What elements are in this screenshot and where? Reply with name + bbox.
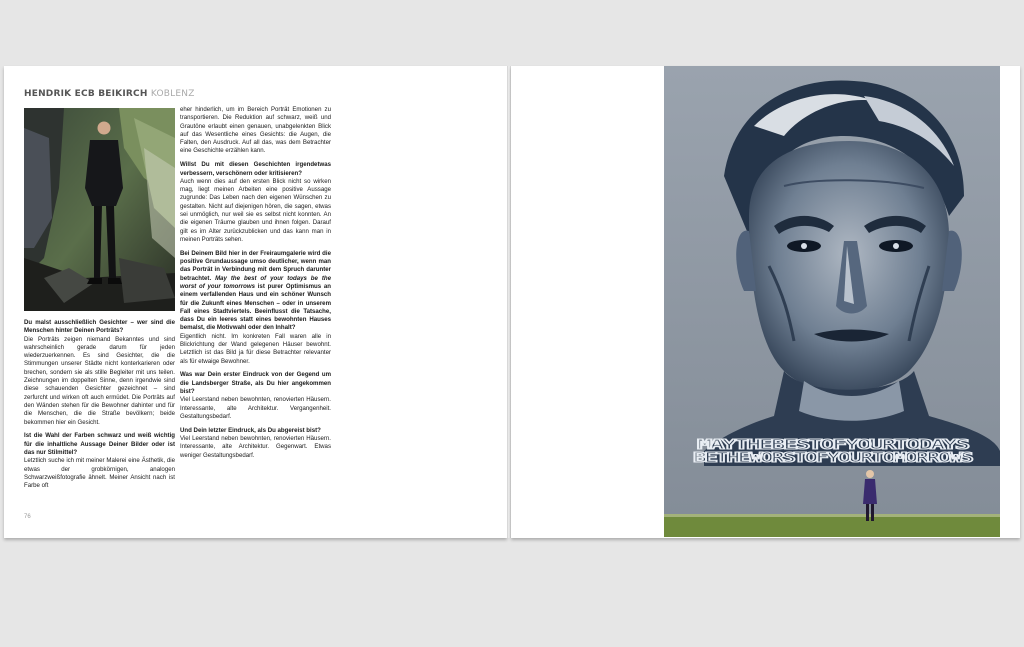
quote-text: May the best of your todays be the worst of your tomorrows [180,274,331,290]
artist-portrait-photo [24,108,175,311]
answer-text: Auch wenn dies auf den ersten Blick nicht so wirken mag, liegt meinen Arbeiten eine positive Aussage zugrunde: Das Leben nach den eigenen Wünschen zu gestalten. Nicht auf diejenigen hören, die sagen, etwas sei unmöglich, nur weil sie es selbst nicht konnten. An die eigenen Träume glauben und ihnen folgen. Darauf gilt es im Alter zurückzublicken und das kann man in meinen Porträts sehen. [180,177,331,243]
mural-photo [664,66,1000,537]
answer-text: Viel Leerstand neben bewohnten, renovierten Häusern. Interessante, alte Architektur. Vergangenheit. Gestaltungsbedarf. [180,396,331,420]
question-text: Und Dein letzter Eindruck, als Du abgereist bist? [180,426,321,434]
mural-slogan-line-1: MAYTHEBESTOFYOURTODAYS [697,438,971,453]
mural-slogan-line-2: BETHEWORSTOFYOURTOMORROWS [693,451,975,466]
answer-text: Die Porträts zeigen niemand Bekanntes und sind wahrscheinlich gerade darum für jeden wiederzuerkennen. Es sind Gesichter, die die Stimmungen unserer Städte nicht konterkarieren oder brechen, sondern sie als stille Begleiter mit uns teilen. Zeichnungen im doppelten Sinne, denn irgendwie sind diese schauenden Gesichter gezeichnet – sind zerfurcht und wirken oft auch ermüdet. Die Porträts auf den Wänden stehen für die Bewohner dahinter und für die Menschen, die die Straße bevölkern; beide bekommen hier ein Gesicht. [24,335,175,426]
artist-city: KOBLENZ [150,89,195,99]
text-column-1 [24,319,175,496]
question-text: Ist die Wahl der Farben schwarz und weiß wichtig für die inhaltliche Aussage Deiner Bilder oder ist das nur Stilmittel? [24,432,175,456]
question-text: Bei Deinem Bild hier in der Freiraumgalerie wird die positive Grundaussage umso deutlicher, wenn man das Porträt in Verbindung mit dem Spruch darunter betrachtet. [180,249,331,282]
running-head [24,89,195,99]
answer-text: eher hinderlich, um im Bereich Porträt Emotionen zu transportieren. Die Reduktion auf schwarz, weiß und Grautöne erlaubt einen genauen, unabgelenkten Blick auf das Wesentliche eines Gesichts: die Augen, die Falten, den Ausdruck. Auf all das, was dem Betrachter eine Geschichte erzählen kann. [180,106,331,155]
page-number: 76 [24,514,31,520]
answer-text: Letztlich suche ich mit meiner Malerei eine Ästhetik, die etwas der grobkörnigen, analogen Schwarzweißfotografie ähnelt. Meiner Ansicht nach ist Farbe oft [24,457,175,490]
left-page [4,66,507,538]
answer-text: Eigentlich nicht. Im konkreten Fall waren alle in Blickrichtung der Wand gelegenen Häuser bewohnt. Letztlich ist das Bild ja für diese Betrachter relevanter als für etwaige Bewohner. [180,332,331,365]
question-text: Willst Du mit diesen Geschichten irgendetwas verbessern, verschönern oder kritisieren? [180,161,331,177]
answer-text: Viel Leerstand neben bewohnten, renovierten Häusern. Interessante, alte Architektur. Gegenwart. Etwas weniger Gestaltungsbedarf. [180,434,331,459]
text-column-2 [180,106,331,465]
question-text: Was war Dein erster Eindruck von der Gegend um die Landsberger Straße, als Du hier angekommen bist? [180,371,331,395]
artist-name: HENDRIK ECB BEIKIRCH [24,89,148,99]
question-text: Du malst ausschließlich Gesichter – wer sind die Menschen hinter Deinen Porträts? [24,319,175,335]
question-text: ist purer Optimismus an einem verfallenden Haus und ein schöner Wunsch für die Zukunft eines Menschen – oder in unserem Fall eines Stadtviertels. Beeinflusst die Tatsache, dass Du ein leeres statt eines bewohnten Hauses bemalst, die Motivwahl oder den Inhalt? [180,282,332,332]
